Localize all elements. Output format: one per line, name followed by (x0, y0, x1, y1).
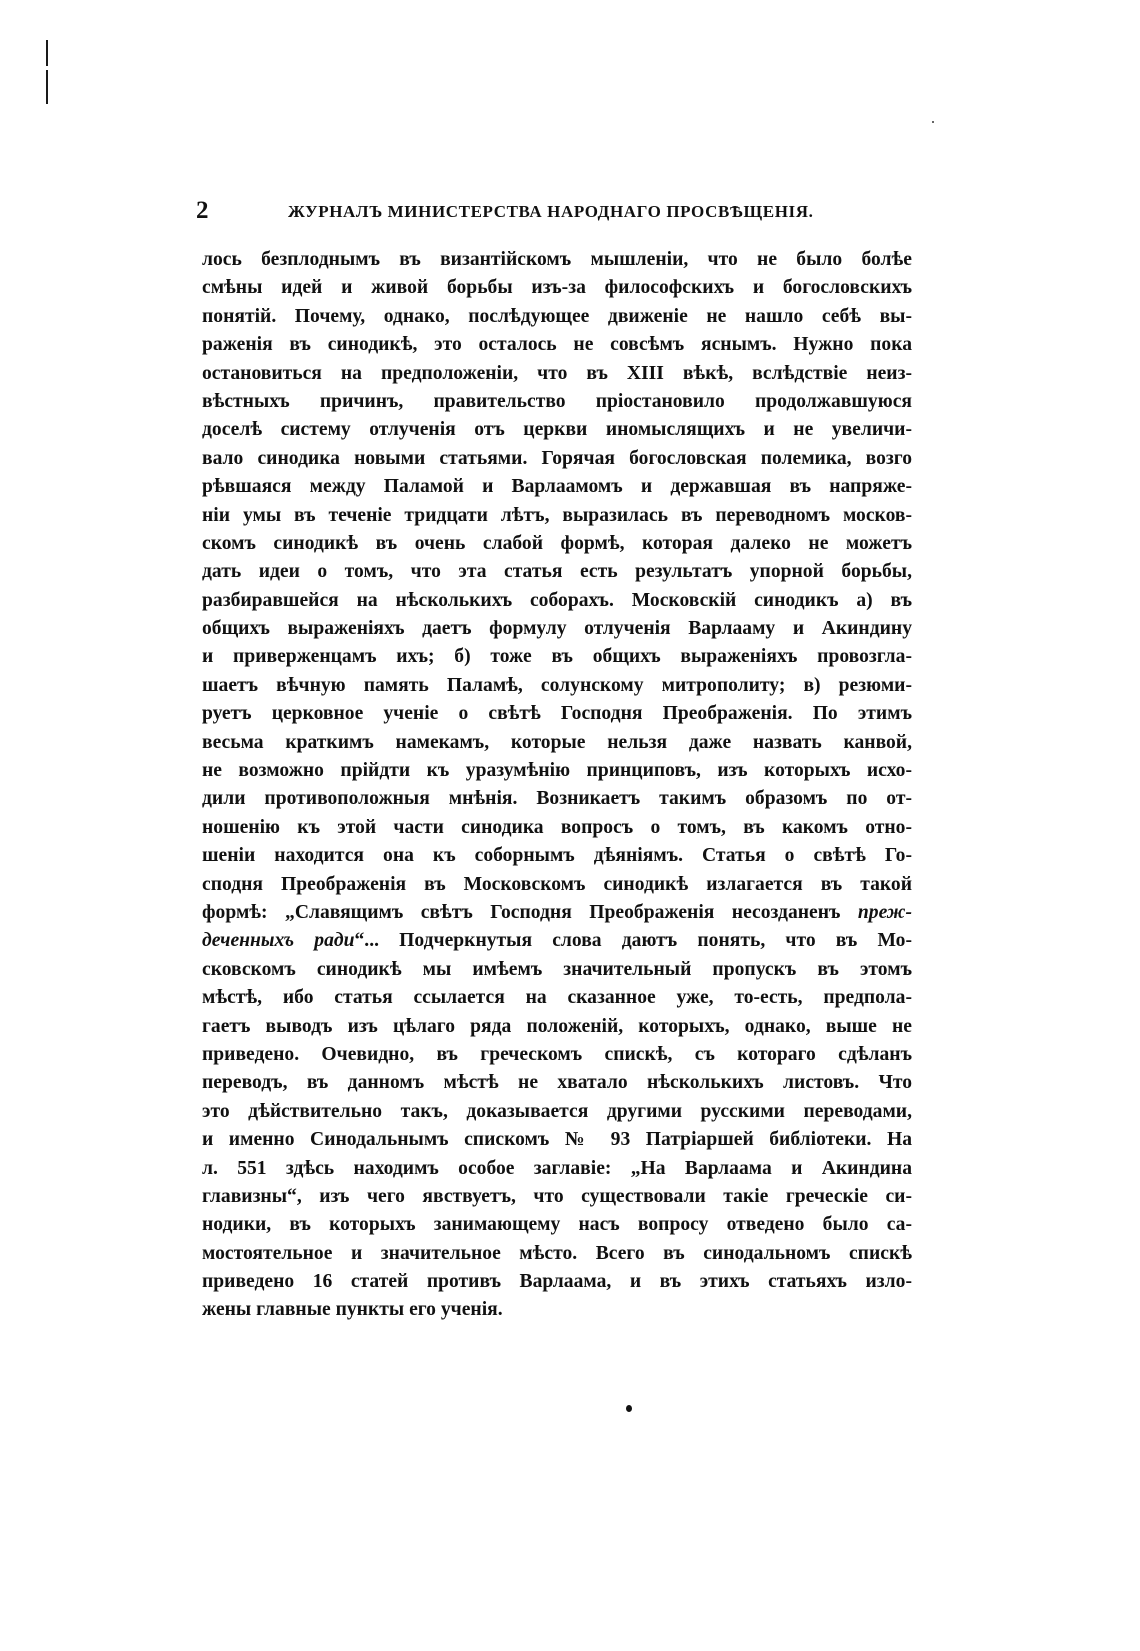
italic-fragment: деченныхъ ради (202, 930, 355, 952)
text-line-with-italic (202, 899, 912, 927)
margin-rule-top (46, 40, 48, 66)
text-line: ношенію къ этой части синодика вопросъ о томъ, въ какомъ отно- (202, 816, 912, 838)
ink-dot (626, 1405, 632, 1412)
text-line: общихъ выраженіяхъ даетъ формулу отлученія Варлааму и Акиндину (202, 618, 912, 640)
text-line: дать идеи о томъ, что эта статья есть результатъ упорной борьбы, (202, 561, 912, 583)
text-line: разбиравшейся на нѣсколькихъ соборахъ. Московскій синодикъ а) въ (202, 589, 912, 611)
text-line: смѣны идей и живой борьбы изъ-за философскихъ и богословскихъ (202, 277, 912, 299)
text-line: переводъ, въ данномъ мѣстѣ не хватало нѣсколькихъ листовъ. Что (202, 1072, 912, 1094)
text-line: руетъ церковное ученіе о свѣтѣ Господня Преображенія. По этимъ (202, 703, 912, 725)
text-line: ніи умы въ теченіе тридцати лѣтъ, выразилась въ переводномъ москов- (202, 504, 912, 526)
running-title: ЖУРНАЛЪ МИНИСТЕРСТВА НАРОДНАГО ПРОСВѢЩЕНІЯ. (288, 202, 814, 221)
text-line: сковскомъ синодикѣ мы имѣемъ значительный пропускъ въ этомъ (202, 958, 912, 980)
body-text (202, 246, 912, 1325)
scan-speck (932, 121, 934, 123)
text-line: нодики, въ которыхъ занимающему насъ вопросу отведено было са- (202, 1214, 912, 1236)
text-line: доселѣ систему отлученія отъ церкви иномыслящихъ и не увеличи- (202, 419, 912, 441)
page-number: 2 (196, 197, 209, 224)
margin-rule-bottom (46, 70, 48, 104)
text-line: шаетъ вѣчную память Паламѣ, солунскому митрополиту; в) резюми- (202, 674, 912, 696)
text-line-last: жены главные пункты его ученія. (202, 1299, 503, 1321)
italic-fragment: преж- (857, 901, 912, 923)
text-line: лось безплоднымъ въ византійскомъ мышленіи, что не было болѣе (202, 249, 912, 270)
text-line: и приверженцамъ ихъ; б) тоже въ общихъ выраженіяхъ провозгла- (202, 646, 912, 668)
text-line: шеніи находится она къ соборнымъ дѣяніямъ. Статья о свѣтѣ Го- (202, 845, 912, 867)
text-line: скомъ синодикѣ въ очень слабой формѣ, которая далеко не можетъ (202, 532, 912, 554)
text-line: весьма краткимъ намекамъ, которые нельзя даже назвать канвой, (202, 731, 912, 753)
text-line: вѣстныхъ причинъ, правительство пріостановило продолжавшуюся (202, 390, 912, 412)
text-fragment: формѣ: „Славящимъ свѣтъ Господня Преображенія несозданенъ (202, 901, 858, 923)
text-line: приведено. Очевидно, въ греческомъ спискѣ, съ котораго сдѣланъ (202, 1043, 912, 1065)
text-line: раженія въ синодикѣ, это осталось не совсѣмъ яснымъ. Нужно пока (202, 334, 912, 356)
page-header (196, 196, 910, 226)
text-line: дили противоположныя мнѣнія. Возникаетъ такимъ образомъ по от- (202, 788, 912, 810)
text-line: мѣстѣ, ибо статья ссылается на сказанное уже, то-есть, предпола- (202, 987, 912, 1009)
text-line: главизны“, изъ чего явствуетъ, что существовали такіе греческіе си- (202, 1185, 912, 1207)
text-fragment: “... Подчеркнутыя слова даютъ понять, что въ Мо- (354, 930, 912, 952)
text-line: вало синодика новыми статьями. Горячая богословская полемика, возго (202, 447, 912, 469)
text-line: рѣвшаяся между Паламой и Варлаамомъ и державшая въ напряже- (202, 476, 912, 498)
text-line: и именно Синодальнымъ спискомъ № 93 Патріаршей библіотеки. На (202, 1129, 912, 1151)
text-line-with-italic (202, 927, 912, 955)
text-line: л. 551 здѣсь находимъ особое заглавіе: „На Варлаама и Акиндина (202, 1157, 912, 1179)
text-line: понятій. Почему, однако, послѣдующее движеніе не нашло себѣ вы- (202, 305, 912, 327)
text-line: не возможно прійдти къ уразумѣнію принциповъ, изъ которыхъ исхо- (202, 760, 912, 782)
text-line: гаетъ выводъ изъ цѣлаго ряда положеній, которыхъ, однако, выше не (202, 1015, 912, 1037)
text-line: сподня Преображенія въ Московскомъ синодикѣ излагается въ такой (202, 873, 912, 895)
text-line: мостоятельное и значительное мѣсто. Всего въ синодальномъ спискѣ (202, 1242, 912, 1264)
text-line: остановиться на предположеніи, что въ XIII вѣкѣ, вслѣдствіе неиз- (202, 362, 912, 384)
text-line: это дѣйствительно такъ, доказывается другими русскими переводами, (202, 1100, 912, 1122)
text-line: приведено 16 статей противъ Варлаама, и въ этихъ статьяхъ изло- (202, 1271, 912, 1293)
